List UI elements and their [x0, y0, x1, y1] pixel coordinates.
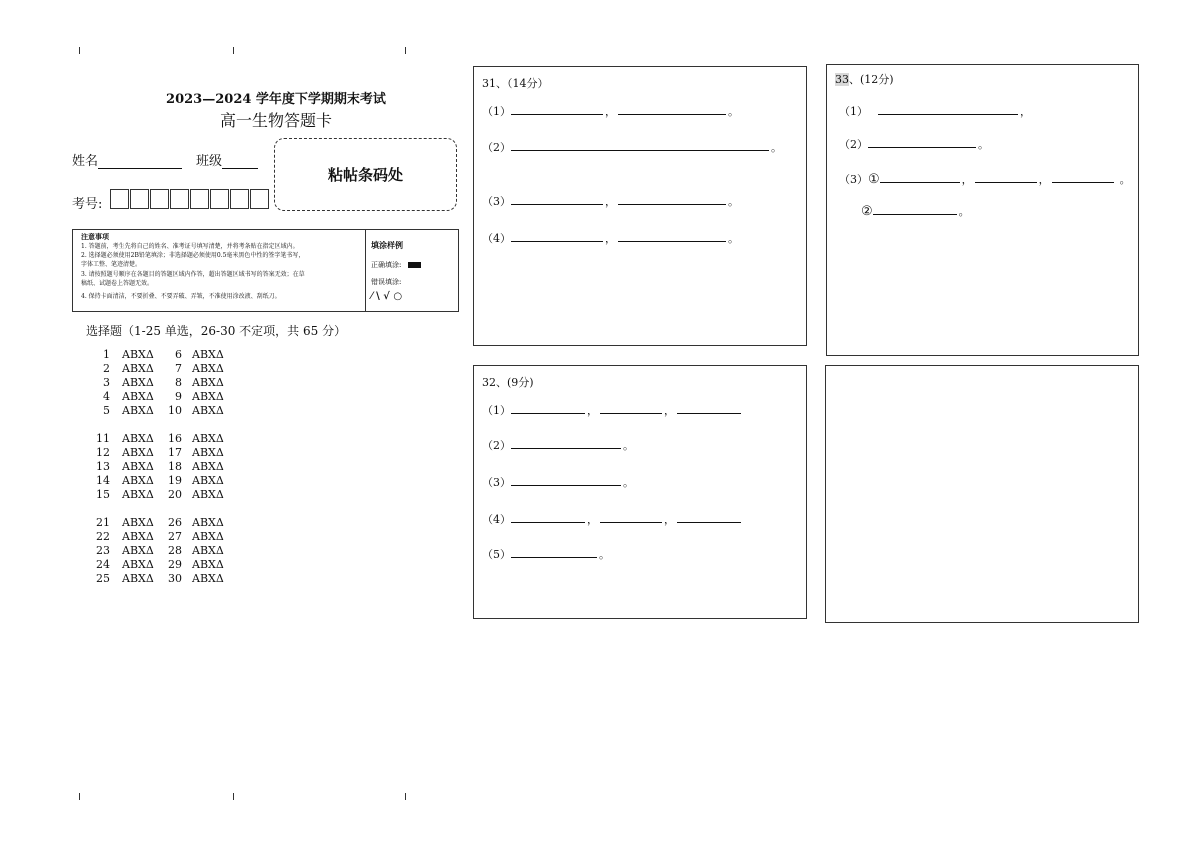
- answer-blank[interactable]: [511, 231, 603, 242]
- mc-question-number: 23: [96, 544, 110, 557]
- period: 。: [771, 141, 782, 154]
- mc-options[interactable]: ABXΔ: [122, 516, 154, 529]
- id-box[interactable]: [250, 189, 269, 209]
- mc-options[interactable]: ABXΔ: [122, 404, 154, 417]
- mc-options[interactable]: ABXΔ: [122, 362, 154, 375]
- q31-line-2[interactable]: [482, 139, 784, 155]
- mc-options[interactable]: ABXΔ: [192, 530, 224, 543]
- mc-options[interactable]: ABXΔ: [122, 460, 154, 473]
- name-label: 姓名: [72, 154, 99, 169]
- mc-options[interactable]: ABXΔ: [122, 558, 154, 571]
- mc-options[interactable]: ABXΔ: [192, 474, 224, 487]
- answer-blank[interactable]: [873, 204, 957, 215]
- mc-options[interactable]: ABXΔ: [122, 432, 154, 445]
- mc-row[interactable]: [92, 446, 252, 460]
- notice-item: 3. 请按照题号顺序在各题目的答题区域内作答，超出答题区域书写的答案无效；在草: [81, 271, 305, 278]
- barcode-area: [274, 138, 457, 211]
- notice-item: 字体工整、笔迹清楚。: [81, 261, 142, 268]
- q33-line-label: （3）: [839, 173, 868, 186]
- notice-instructions: [73, 230, 366, 311]
- notice-box: [72, 229, 459, 312]
- mc-row[interactable]: [92, 376, 252, 390]
- mc-row[interactable]: [92, 530, 252, 544]
- mc-row[interactable]: [92, 572, 252, 586]
- exam-title: 2023—2024 学年度下学期期末考试: [166, 92, 386, 107]
- q31-line-3[interactable]: [482, 193, 741, 209]
- mc-section-title: 选择题（1-25 单选，26-30 不定项，共 65 分）: [86, 324, 347, 338]
- mc-question-number: 21: [96, 516, 110, 529]
- sub-item-1-marker: ①: [868, 172, 880, 187]
- answer-blank[interactable]: [511, 512, 585, 523]
- crop-mark: [79, 793, 80, 800]
- mc-row[interactable]: [92, 474, 252, 488]
- id-box[interactable]: [170, 189, 189, 209]
- q33-line-2[interactable]: [839, 136, 991, 152]
- q33-number: 33: [835, 73, 849, 86]
- mc-question-number: 28: [168, 544, 182, 557]
- q32-line-label: （2）: [482, 439, 511, 452]
- mc-row[interactable]: [92, 348, 252, 362]
- mc-options[interactable]: ABXΔ: [122, 376, 154, 389]
- notice-item: 2. 选择题必须使用2B铅笔填涂；非选择题必须使用0.5毫米黑色中性的签字笔书写，: [81, 252, 305, 259]
- wrong-fill-marks: ⁄ \ √ ○: [371, 291, 403, 302]
- q33-line-3[interactable]: [839, 171, 1133, 187]
- id-box[interactable]: [230, 189, 249, 209]
- answer-blank[interactable]: [511, 140, 769, 151]
- notice-item: 1. 答题前，考生先将自己的姓名、准考证号填写清楚，并将考条贴在指定区域内。: [81, 243, 299, 250]
- mc-question-number: 16: [168, 432, 182, 445]
- mc-question-number: 27: [168, 530, 182, 543]
- comma: ，: [1038, 173, 1050, 186]
- mc-question-number: 20: [168, 488, 182, 501]
- q32-line-3[interactable]: [482, 474, 636, 490]
- sub-item-2-marker: ②: [861, 204, 873, 219]
- period: 。: [728, 195, 739, 208]
- q31-line-1[interactable]: [482, 103, 741, 119]
- mc-question-number: 22: [96, 530, 110, 543]
- mc-question-number: 12: [96, 446, 110, 459]
- crop-mark: [233, 793, 234, 800]
- blank-answer-box[interactable]: [825, 365, 1139, 623]
- q33-line-3-sub2[interactable]: [861, 203, 972, 219]
- mc-options[interactable]: ABXΔ: [192, 446, 224, 459]
- answer-blank[interactable]: [511, 547, 597, 558]
- mc-question-number: 26: [168, 516, 182, 529]
- id-boxes[interactable]: [110, 189, 270, 209]
- q33-line-label: （2）: [839, 138, 868, 151]
- q33-title: [835, 71, 894, 87]
- id-box[interactable]: [130, 189, 149, 209]
- q32-line-label: （5）: [482, 548, 511, 561]
- mc-options[interactable]: ABXΔ: [122, 572, 154, 585]
- id-box[interactable]: [210, 189, 229, 209]
- mc-options[interactable]: ABXΔ: [192, 516, 224, 529]
- answer-blank[interactable]: [511, 475, 621, 486]
- mc-question-number: 15: [96, 488, 110, 501]
- mc-options[interactable]: ABXΔ: [122, 530, 154, 543]
- q33-line-1[interactable]: [839, 103, 1033, 119]
- mc-row[interactable]: [92, 404, 252, 418]
- crop-mark: [79, 47, 80, 54]
- q31-line-label: （4）: [482, 232, 511, 245]
- mc-options[interactable]: ABXΔ: [122, 446, 154, 459]
- q31-line-label: （1）: [482, 105, 511, 118]
- mc-row[interactable]: [92, 460, 252, 474]
- mc-options[interactable]: ABXΔ: [192, 460, 224, 473]
- mc-question-number: 14: [96, 474, 110, 487]
- answer-blank[interactable]: [677, 512, 741, 523]
- mc-question-number: 3: [103, 376, 110, 389]
- mc-options[interactable]: ABXΔ: [192, 390, 224, 403]
- mc-question-number: 19: [168, 474, 182, 487]
- mc-options[interactable]: ABXΔ: [122, 390, 154, 403]
- q31-line-label: （3）: [482, 195, 511, 208]
- mc-question-number: 29: [168, 558, 182, 571]
- id-label: 考号:: [72, 197, 103, 212]
- mc-question-number: 1: [103, 348, 110, 361]
- answer-blank[interactable]: [511, 403, 585, 414]
- mc-options[interactable]: ABXΔ: [192, 348, 224, 361]
- mc-options[interactable]: ABXΔ: [122, 544, 154, 557]
- id-box[interactable]: [150, 189, 169, 209]
- mc-options[interactable]: ABXΔ: [122, 474, 154, 487]
- q31-title: 31、（14分）: [482, 77, 549, 90]
- comma: ，: [961, 173, 973, 186]
- mc-options[interactable]: ABXΔ: [192, 572, 224, 585]
- mc-row[interactable]: [92, 432, 252, 446]
- class-label: 班级: [196, 154, 223, 169]
- mc-question-number: 30: [168, 572, 182, 585]
- answer-blank[interactable]: [618, 104, 726, 115]
- mc-question-number: 13: [96, 460, 110, 473]
- barcode-label: 粘帖条码处: [327, 166, 403, 184]
- period: 。: [599, 548, 610, 561]
- mc-question-number: 11: [96, 432, 110, 445]
- q32-box[interactable]: [473, 365, 807, 619]
- name-field[interactable]: [72, 150, 182, 169]
- q33-line-label: （1）: [839, 105, 868, 118]
- q31-line-label: （2）: [482, 141, 511, 154]
- mc-question-number: 2: [103, 362, 110, 375]
- mc-question-number: 18: [168, 460, 182, 473]
- wrong-fill-label: 错误填涂:: [371, 278, 402, 286]
- mc-options[interactable]: ABXΔ: [192, 432, 224, 445]
- mc-question-number: 7: [175, 362, 182, 375]
- q32-line-5[interactable]: [482, 546, 612, 562]
- mc-options[interactable]: ABXΔ: [192, 558, 224, 571]
- crop-mark: [233, 47, 234, 54]
- mc-options[interactable]: ABXΔ: [122, 488, 154, 501]
- q32-line-label: （3）: [482, 476, 511, 489]
- mc-row[interactable]: [92, 390, 252, 404]
- mc-options[interactable]: ABXΔ: [192, 362, 224, 375]
- notice-heading: 注意事项: [81, 232, 109, 241]
- mc-row[interactable]: [92, 488, 252, 502]
- mc-row[interactable]: [92, 362, 252, 376]
- mc-question-number: 4: [103, 390, 110, 403]
- answer-blank[interactable]: [618, 194, 726, 205]
- mc-options[interactable]: ABXΔ: [192, 488, 224, 501]
- comma: ，: [587, 404, 598, 417]
- q32-line-1[interactable]: [482, 402, 741, 418]
- q31-line-4[interactable]: [482, 230, 741, 246]
- mc-options[interactable]: ABXΔ: [122, 348, 154, 361]
- comma: ，: [1020, 105, 1031, 118]
- answer-blank[interactable]: [880, 172, 960, 183]
- answer-blank[interactable]: [511, 194, 603, 205]
- mc-question-number: 24: [96, 558, 110, 571]
- answer-blank[interactable]: [600, 512, 662, 523]
- comma: ，: [605, 232, 616, 245]
- q32-title: 32、(9分): [482, 376, 534, 389]
- id-box[interactable]: [110, 189, 129, 209]
- answer-blank[interactable]: [878, 104, 1018, 115]
- mc-question-number: 9: [175, 390, 182, 403]
- correct-fill-mark: [408, 262, 421, 268]
- sample-title: 填涂样例: [371, 240, 403, 250]
- notice-item: 4. 保持卡面清洁，不要折叠、不要弄破、弄皱，不准使用涂改液、刮纸刀。: [81, 293, 281, 300]
- notice-item: 稿纸、试题卷上答题无效。: [81, 280, 154, 287]
- comma: ，: [605, 105, 616, 118]
- mc-row[interactable]: [92, 544, 252, 558]
- mc-question-number: 17: [168, 446, 182, 459]
- period: 。: [728, 232, 739, 245]
- answer-blank[interactable]: [600, 403, 662, 414]
- q31-box[interactable]: [473, 66, 807, 346]
- period: 。: [1119, 173, 1131, 186]
- answer-blank[interactable]: [618, 231, 726, 242]
- mc-options[interactable]: ABXΔ: [192, 544, 224, 557]
- mc-options[interactable]: ABXΔ: [192, 404, 224, 417]
- comma: ，: [664, 404, 675, 417]
- mc-question-number: 5: [103, 404, 110, 417]
- period: 。: [978, 138, 989, 151]
- answer-blank[interactable]: [1052, 172, 1114, 183]
- answer-blank[interactable]: [511, 104, 603, 115]
- crop-mark: [405, 47, 406, 54]
- crop-mark: [405, 793, 406, 800]
- mc-question-number: 10: [168, 404, 182, 417]
- correct-fill-label: 正确填涂:: [371, 261, 402, 269]
- q33-title-rest: 、(12分): [849, 73, 894, 86]
- q32-line-4[interactable]: [482, 511, 741, 527]
- answer-blank[interactable]: [975, 172, 1037, 183]
- mc-question-number: 6: [175, 348, 182, 361]
- period: 。: [623, 476, 634, 489]
- correct-fill: [371, 260, 421, 270]
- comma: ，: [587, 513, 598, 526]
- id-box[interactable]: [190, 189, 209, 209]
- q33-box[interactable]: [826, 64, 1139, 356]
- mc-options[interactable]: ABXΔ: [192, 376, 224, 389]
- answer-blank[interactable]: [511, 438, 621, 449]
- comma: ，: [605, 195, 616, 208]
- period: 。: [623, 439, 634, 452]
- class-field[interactable]: [196, 150, 258, 169]
- mc-row[interactable]: [92, 558, 252, 572]
- q32-line-label: （1）: [482, 404, 511, 417]
- q32-line-2[interactable]: [482, 437, 636, 453]
- name-underline: [98, 156, 182, 169]
- mc-question-number: 8: [175, 376, 182, 389]
- comma: ，: [664, 513, 675, 526]
- class-underline: [222, 156, 258, 169]
- period: 。: [728, 105, 739, 118]
- mc-question-number: 25: [96, 572, 110, 585]
- q32-line-label: （4）: [482, 513, 511, 526]
- answer-blank[interactable]: [677, 403, 741, 414]
- answer-blank[interactable]: [868, 137, 976, 148]
- period: 。: [958, 205, 970, 218]
- mc-row[interactable]: [92, 516, 252, 530]
- card-title: 高一生物答题卡: [219, 111, 332, 130]
